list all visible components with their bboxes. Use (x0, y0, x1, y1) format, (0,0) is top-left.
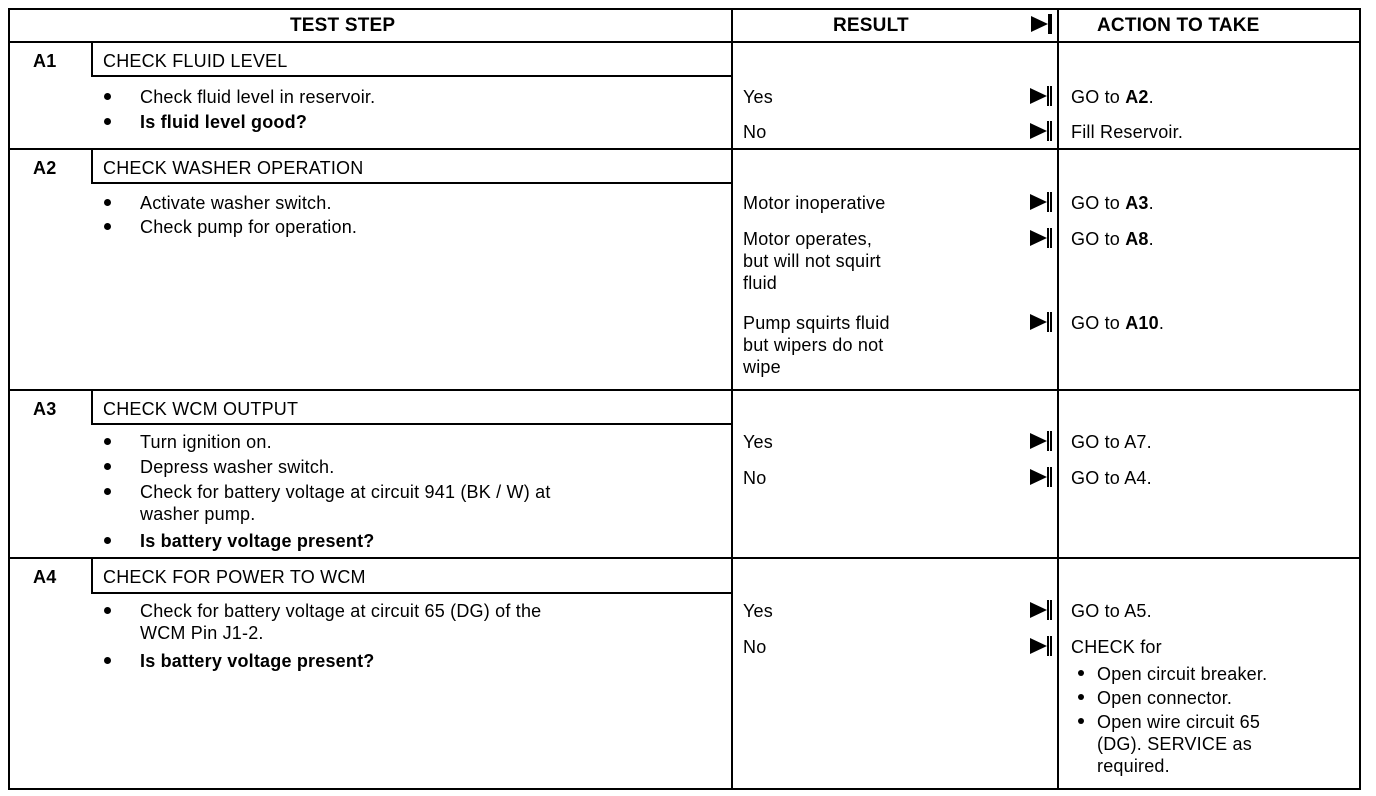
action-text (1071, 431, 1152, 453)
bullet-icon (104, 223, 111, 230)
action-text (1071, 467, 1152, 489)
instruction-text: Is fluid level good? (140, 112, 308, 132)
header-arrow-bar-icon (1050, 14, 1052, 34)
step-title-underline (91, 423, 731, 425)
action-bullet-icon (1078, 718, 1084, 724)
result-arrow-bar-icon (1050, 192, 1052, 212)
action-text (1071, 228, 1154, 250)
result-text: Motor inoperative (743, 193, 886, 213)
result-text: No (743, 637, 767, 657)
instruction-text: Check fluid level in reservoir. (140, 87, 376, 107)
result-arrow-bar-icon (1050, 121, 1052, 141)
result-arrow-icon (1030, 123, 1047, 139)
action-step-ref: A10 (1125, 313, 1159, 333)
step-title-underline (91, 75, 731, 77)
result-arrow-icon (1030, 433, 1047, 449)
result-arrow-icon (1030, 469, 1047, 485)
action-prefix: GO to A7. (1071, 432, 1152, 452)
instruction-text: Is battery voltage present? (140, 531, 375, 551)
action-list-item: Open wire circuit 65 (DG). SERVICE as required. (1097, 712, 1261, 776)
action-bullet-icon (1078, 694, 1084, 700)
action-bullet-icon (1078, 670, 1084, 676)
header-test-step: TEST STEP (290, 15, 396, 36)
row-divider (8, 557, 1361, 559)
step-id-divider (91, 390, 93, 423)
bullet-icon (104, 463, 111, 470)
step-id: A1 (33, 51, 57, 71)
action-text (1071, 121, 1183, 143)
result-arrow-bar-icon (1050, 86, 1052, 106)
result-arrow-bar-icon (1050, 636, 1052, 656)
action-step-ref: A3 (1125, 193, 1149, 213)
action-column-divider (1057, 8, 1059, 790)
step-id-divider (91, 558, 93, 592)
bullet-icon (104, 199, 111, 206)
action-text (1071, 192, 1154, 214)
action-suffix: . (1148, 193, 1154, 213)
bullet-icon (104, 657, 111, 664)
result-text: Pump squirts fluid but wipers do not wipe (743, 313, 890, 377)
result-arrow-icon (1030, 230, 1047, 246)
step-title: CHECK WCM OUTPUT (103, 399, 299, 419)
action-prefix: GO to A4. (1071, 468, 1152, 488)
bullet-icon (104, 488, 111, 495)
action-text (1071, 86, 1154, 108)
step-id: A2 (33, 158, 57, 178)
instruction-text: Turn ignition on. (140, 432, 272, 452)
result-text: No (743, 122, 767, 142)
instruction-text: Check pump for operation. (140, 217, 358, 237)
result-column-divider (731, 8, 733, 790)
result-text: Motor operates, but will not squirt fluid (743, 229, 881, 293)
result-text: Yes (743, 432, 773, 452)
step-title: CHECK FLUID LEVEL (103, 51, 288, 71)
result-arrow-icon (1030, 88, 1047, 104)
result-arrow-icon (1030, 194, 1047, 210)
result-text: Yes (743, 601, 773, 621)
action-prefix: CHECK for (1071, 637, 1162, 657)
instruction-text: Is battery voltage present? (140, 651, 375, 671)
instruction-text: Activate washer switch. (140, 193, 332, 213)
action-text (1071, 600, 1152, 622)
action-suffix: . (1158, 313, 1165, 333)
action-text (1071, 636, 1162, 658)
action-prefix: GO to (1071, 193, 1126, 213)
result-arrow-bar-icon (1050, 228, 1052, 248)
step-id: A3 (33, 399, 57, 419)
bullet-icon (104, 118, 111, 125)
step-title-underline (91, 592, 731, 594)
action-prefix: GO to A5. (1071, 601, 1152, 621)
action-prefix: GO to (1071, 87, 1126, 107)
action-step-ref: A8 (1125, 229, 1149, 249)
step-title-underline (91, 182, 731, 184)
header-divider (8, 41, 1361, 43)
action-list-item: Open connector. (1097, 688, 1233, 708)
step-title: CHECK FOR POWER TO WCM (103, 567, 366, 587)
instruction-text: Check for battery voltage at circuit 65 (DG) of the WCM Pin J1-2. (140, 601, 542, 643)
instruction-text: Depress washer switch. (140, 457, 335, 477)
action-prefix: Fill Reservoir. (1071, 122, 1184, 142)
step-title: CHECK WASHER OPERATION (103, 158, 364, 178)
bullet-icon (104, 537, 111, 544)
step-id: A4 (33, 567, 57, 587)
step-id-divider (91, 42, 93, 75)
row-divider (8, 389, 1361, 391)
bullet-icon (104, 438, 111, 445)
action-list-item: Open circuit breaker. (1097, 664, 1268, 684)
result-arrow-icon (1030, 314, 1047, 330)
header-arrow-icon (1031, 16, 1048, 32)
result-arrow-bar-icon (1050, 467, 1052, 487)
header-result: RESULT (833, 15, 909, 36)
action-suffix: . (1148, 87, 1154, 107)
action-prefix: GO to (1071, 313, 1126, 333)
action-suffix: . (1148, 229, 1154, 249)
result-arrow-icon (1030, 638, 1047, 654)
step-id-divider (91, 149, 93, 182)
result-arrow-icon (1030, 602, 1047, 618)
bullet-icon (104, 607, 111, 614)
result-text: Yes (743, 87, 773, 107)
row-divider (8, 148, 1361, 150)
action-step-ref: A2 (1125, 87, 1149, 107)
instruction-text: Check for battery voltage at circuit 941 (BK / W) at washer pump. (140, 482, 551, 524)
result-arrow-bar-icon (1050, 600, 1052, 620)
result-arrow-bar-icon (1050, 431, 1052, 451)
action-text (1071, 312, 1164, 334)
action-prefix: GO to (1071, 229, 1126, 249)
result-text: No (743, 468, 767, 488)
bullet-icon (104, 93, 111, 100)
header-action: ACTION TO TAKE (1097, 15, 1260, 36)
result-arrow-bar-icon (1050, 312, 1052, 332)
